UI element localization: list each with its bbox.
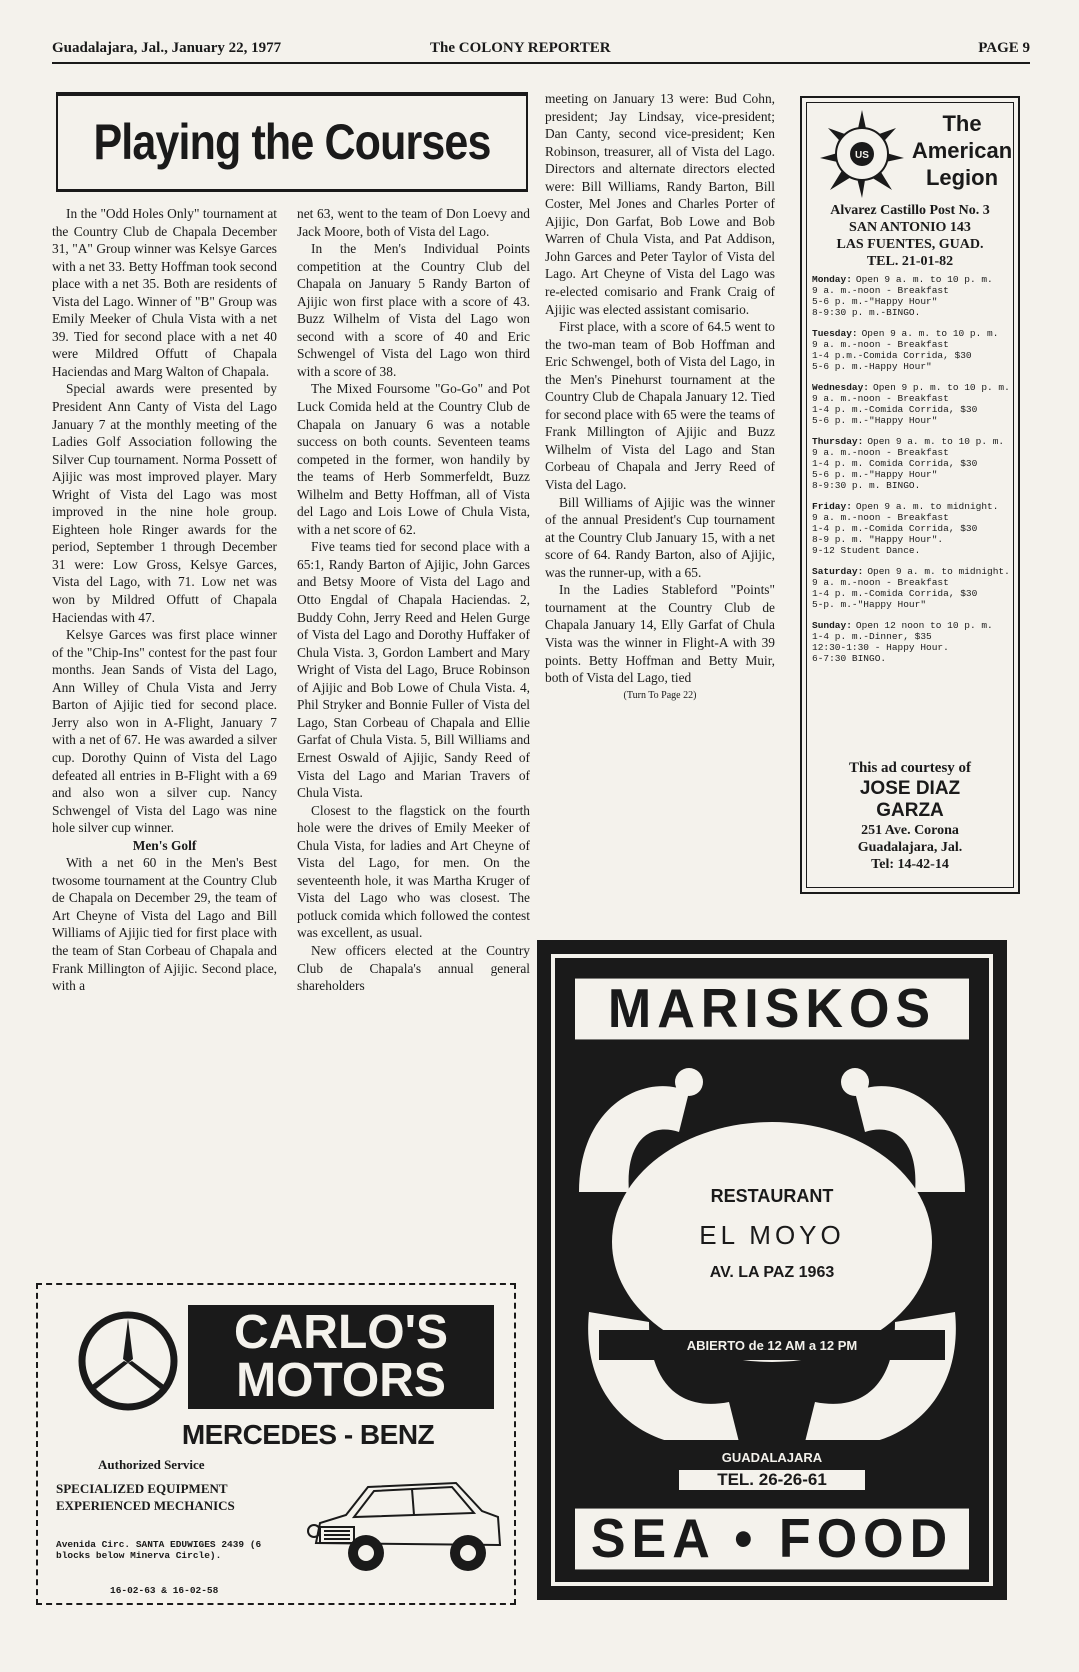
schedule-line: 1-4 p. m.-Comida Corrida, $30 [812,588,978,599]
carlos-phones: 16-02-63 & 16-02-58 [110,1585,219,1596]
schedule-line: 9 a. m.-noon - Breakfast [812,339,949,350]
paragraph: Closest to the flagstick on the fourth hole were the drives of Emily Meeker of Chula Vista, for ladies and Art Cheyne of Vista del Lago, for men. On the seventeenth hole, it was Martha Kruger of Vista del Lago who was closest. The potluck comida which followed the contest was excellent, as usual. [297,802,530,941]
schedule-line: Open 9 a. m. to midnight. [867,566,1010,577]
schedule-line: Open 9 a. m. to midnight. [855,501,999,512]
svg-text:US: US [855,150,869,161]
restaurant-phone: TEL. 26-26-61 [679,1470,865,1490]
restaurant-name: EL MOYO [699,1220,845,1250]
features [56,1480,235,1514]
sponsor-address: 251 Ave. Corona [861,823,959,838]
turn-to-page: (Turn To Page 22) [623,689,697,701]
mariscos-bottom-word: SEA • FOOD [575,1509,969,1570]
schedule-line: 5-6 p. m.-"Happy Hour" [812,415,938,426]
mariscos-el-moyo-ad [537,940,1007,1600]
headline-box [56,92,528,192]
paragraph: Five teams tied for second place with a 65:1, Randy Barton of Ajijic, John Garces and Betsy Moore of Vista del Lago and Otto Engdal of Chapala Haciendas. 2, Buddy Cohn, Jerry Reed and Helen Gurge of Vista del Lago and Dorothy Huffaker of Chula Vista. 3, Gordon Lambert and Mary Wright of Vista del Lago, Bruce Robinson of Ajijic and Bob Lowe of Chula Vista. 4, Phil Stryker and Bonnie Fuller of Vista del Lago, Stan Corbeau of Chapala and Ellie Garfat of Chula Vista. 5, Bill Williams and Ernest Oswald of Ajijic, Sandy Reed of Vista del Lago and Marian Travers of Chula Vista. [297,539,530,801]
authorized-service: Authorized Service [98,1457,205,1472]
schedule-line: 9 a. m.-noon - Breakfast [812,577,949,588]
schedule-day-name: Tuesday: [812,328,858,339]
schedule-line: 12:30-1:30 - Happy Hour. [812,642,949,653]
legion-title-line: Legion [925,165,999,190]
courtesy-text: This ad courtesy of [848,760,972,776]
schedule-day [812,328,1012,372]
feature-line: SPECIALIZED EQUIPMENT [56,1481,228,1496]
paragraph: net 63, went to the team of Don Loevy and Jack Moore, both of Vista del Lago. [297,206,530,239]
carlos-name-line: CARLO'S [233,1306,449,1359]
mariscos-top-word: MARISKOS [575,979,969,1040]
dateline: Guadalajara, Jal., January 22, 1977 [52,40,282,56]
page-number: PAGE 9 [978,40,1030,56]
schedule-line: 1-4 p. m.-Comida Corrida, $30 [812,404,978,415]
article-column-1 [52,205,277,1280]
schedule-day-name: Saturday: [812,566,864,577]
schedule-line: Open 9 a. m. to 10 p. m. [867,436,1005,447]
schedule-line: 1-4 p. m. Comida Corrida, $30 [812,458,978,469]
paragraph: Bill Williams of Ajijic was the winner of the annual President's Cup tournament at the Country Club January 15, with a net score of 64. Randy Barton, also of Ajijic, was the runner-up, with a 65. [545,494,775,580]
schedule-line: Open 9 a. m. to 10 p. m. [855,274,993,285]
schedule-line: Open 9 a. m. to 10 p. m. [861,328,999,339]
schedule-line: 5-p. m.-"Happy Hour" [812,599,927,610]
paragraph: The Mixed Foursome "Go-Go" and Pot Luck Comida held at the Country Club de Chapala on January 6 was a notable success on both counts. Seventeen teams competed in the former, won handily by the teams of Herb Sommerfeldt, Buzz Wilhelm and Betty Hoffman, all of Vista del Lago and Lois Lowe of Chula Vista, with a net score of 62. [297,381,530,537]
sponsor-phone: Tel: 14-42-14 [871,857,949,872]
sponsor-name: JOSE DIAZ [859,778,961,799]
schedule-line: 9-12 Student Dance. [812,545,921,556]
paragraph: First place, with a score of 64.5 went to the two-man team of Bob Hoffman and Eric Schwengel, both of Vista del Lago, in the Men's Pinehurst tournament at the Country Club de Chapala January 12. Tied for second place with 65 were the teams of Frank Millington of Ajijic and Buzz Wilhelm of Vista del Lago and Stan Corbeau of Chapala and Jerry Reed of Vista del Lago. [545,319,775,493]
legion-emblem-icon [816,108,908,200]
article-headline: Playing the Courses [93,114,491,170]
post-line: LAS FUENTES, GUAD. [836,237,984,252]
post-line: SAN ANTONIO 143 [849,220,971,235]
legion-title [906,110,1018,191]
schedule-day-name: Wednesday: [812,382,870,393]
post-phone: TEL. 21-01-82 [866,254,954,269]
schedule-line: 5-6 p. m.-"Happy Hour" [812,469,938,480]
brand-name: MERCEDES - BENZ [181,1419,435,1450]
american-legion-ad [800,96,1020,894]
legion-schedule [812,274,1012,674]
paragraph: In the Ladies Stableford "Points" tournament at the Country Club de Chapala January 14, Elly Garfat of Chula Vista was the winner in Flight-A with 39 points. Betty Hoffman and Betty Muir, both of Vista del Lago, tied [545,582,775,686]
restaurant-label: RESTAURANT [710,1186,834,1206]
sponsor-address: Guadalajara, Jal. [857,840,963,855]
car-illustration-icon [306,1465,506,1583]
schedule-day [812,436,1012,491]
paragraph: Special awards were presented by President Ann Canty of Vista del Lago January 7 at the monthly meeting of the Ladies Golf Association following the Silver Cup tournament. Norma Possett of Ajijic was most improved player. Mary Wright of Vista del Lago was most improved in the nine hole group. Eighteen hole Ringer awards for the period, September 1 through December 31 were: Low Gross, Kelsye Garces, Vista del Lago, with 71. Low net was won by Mildred Offutt of Chapala Haciendas with 47. [52,381,277,625]
paragraph: New officers elected at the Country Club de Chapala's annual general shareholders [297,942,530,994]
schedule-line: Open 9 p. m. to 10 p. m. [873,382,1010,393]
schedule-day-name: Sunday: [812,620,852,631]
schedule-day-name: Thursday: [812,436,864,447]
schedule-line: 6-7:30 BINGO. [812,653,887,664]
legion-courtesy [808,758,1012,873]
schedule-line: 9 a. m.-noon - Breakfast [812,393,949,404]
schedule-line: 5-6 p. m.-"Happy Hour" [812,296,938,307]
schedule-line: 1-4 p. m.-Comida Corrida, $30 [812,523,978,534]
carlos-motors-ad [36,1283,516,1605]
sponsor-name: GARZA [876,800,944,821]
schedule-line: 1-4 p.m.-Comida Corrida, $30 [812,350,972,361]
legion-post-info [808,202,1012,270]
schedule-line: 8-9:30 p. m.-BINGO. [812,307,921,318]
subhead-mens-golf: Men's Golf [132,837,197,853]
post-line: Alvarez Castillo Post No. 3 [830,203,990,218]
schedule-day-name: Monday: [812,274,852,285]
schedule-day [812,382,1012,426]
paper-name: The COLONY REPORTER [430,40,611,56]
masthead [52,38,1030,64]
legion-title-line: American [911,138,1013,163]
restaurant-city: GUADALAJARA [721,1450,823,1465]
paragraph: With a net 60 in the Men's Best twosome tournament at the Country Club de Chapala on December 29, the team of Art Cheyne of Vista del Lago and Bill Williams of Ajijic tied for first place with the team of Stan Corbeau of Chapala and Frank Millington of Ajijic. Second place, with a [52,855,277,994]
schedule-day [812,620,1012,664]
schedule-line: 9 a. m.-noon - Breakfast [812,512,949,523]
schedule-line: 5-6 p. m.-Happy Hour" [812,361,932,372]
paragraph: In the Men's Individual Points competition at the Country Club del Chapala on January 5 Randy Barton of Ajijic won first place with a score of 43. Buzz Wilhelm of Vista del Lago won second with a score of 40 and Eric Schwengel of Vista del Lago won third with a score of 38. [297,241,530,379]
schedule-day [812,566,1012,610]
carlos-name-line: MOTORS [236,1354,446,1407]
paragraph: meeting on January 13 were: Bud Cohn, president; Jay Lindsay, vice-president; Dan Canty, second vice-president; Ken Robinson, treasurer, all of Vista del Lago. Directors and alternate directors elected were: Bill Williams, Randy Barton, Bill Coster, Mel Jones and Charles Porter of Ajijic, Don Garfat, Bob Lowe and Bob Warren of Chula Vista, and Pat Addison, John Garces and Peter Taylor of Vista del Lago. Art Cheyne of Vista del Lago was re-elected comisario and Frank Craig of Ajijic was elected assistant comisario. [545,91,775,317]
schedule-line: 8-9:30 p. m. BINGO. [812,480,921,491]
restaurant-hours: ABIERTO de 12 AM a 12 PM [686,1338,858,1353]
carlos-address: Avenida Circ. SANTA EDUWIGES 2439 (6 blocks below Minerva Circle). [56,1539,262,1561]
paragraph: Kelsye Garces was first place winner of the "Chip-Ins" contest for the past four months. Jean Sands of Vista del Lago, Ann Willey of Chula Vista and Jerry Barton of Ajijic tied for second place. Jerry also won in A-Flight, January 7 with a net of 67. He was awarded a silver cup. Dorothy Quinn of Vista del Lago defeated all entries in B-Flight with a 69 and also won a silver cup. Nancy Schwengel of Vista del Lago was nine hole silver cup winner. [52,627,277,836]
article-column-2 [297,205,530,1280]
legion-title-line: The [942,111,982,136]
feature-line: EXPERIENCED MECHANICS [56,1498,235,1513]
restaurant-address: AV. LA PAZ 1963 [709,1264,835,1281]
schedule-line: 1-4 p. m.-Dinner, $35 [812,631,932,642]
article-column-3 [545,90,775,950]
schedule-line: 8-9 p. m. "Happy Hour". [812,534,944,545]
carlos-banner [188,1305,494,1409]
mercedes-star-icon [78,1311,178,1411]
schedule-day [812,501,1012,556]
schedule-line: 9 a. m.-noon - Breakfast [812,285,949,296]
schedule-line: Open 12 noon to 10 p. m. [855,620,993,631]
schedule-line: 9 a. m.-noon - Breakfast [812,447,949,458]
paragraph: In the "Odd Holes Only" tournament at the Country Club de Chapala December 31, "A" Group winner was Kelsye Garces with a net 33. Betty Hoffman took second place with a net 35. Both are residents of Vista del Lago. Winner of "B" Group was Emily Meeker of Chula Vista with a net 39. Tied for second place with a net 40 were Mildred Offutt of Chapala Haciendas and Marg Walton of Chapala. [52,206,277,379]
schedule-day [812,274,1012,318]
schedule-day-name: Friday: [812,501,852,512]
